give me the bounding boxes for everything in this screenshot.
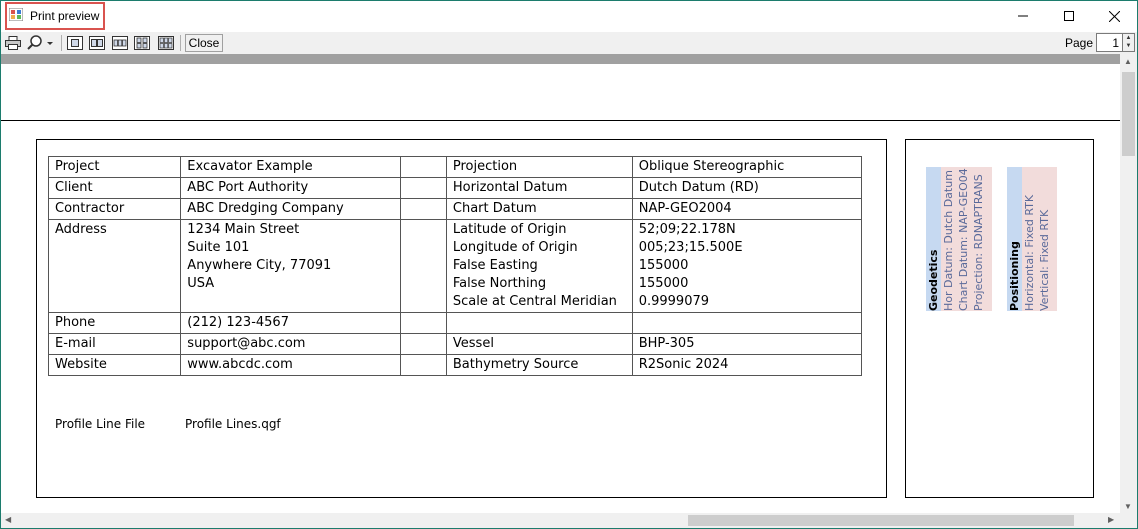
- cell-line: Phone: [55, 315, 96, 330]
- table-cell: [181, 220, 401, 313]
- horizontal-scroll-thumb[interactable]: [688, 515, 1074, 526]
- cell-line: Bathymetry Source: [452, 357, 579, 372]
- table-cell: [632, 334, 861, 355]
- cell-line: Website: [55, 357, 107, 372]
- cell-line: Suite 101: [187, 240, 250, 255]
- cell-line: Oblique Stereographic: [638, 159, 785, 174]
- cell-line: [55, 257, 174, 275]
- spin-down-icon[interactable]: ▼: [1125, 43, 1132, 49]
- positioning-line: Vertical: Fixed RTK: [1038, 209, 1051, 311]
- scroll-up-icon[interactable]: ▲: [1124, 57, 1132, 66]
- cell-line: 155000: [638, 258, 689, 273]
- two-pages-icon: [89, 36, 105, 50]
- table-row: [49, 313, 862, 334]
- six-pages-icon: [158, 36, 174, 50]
- table-cell: [181, 334, 401, 355]
- table-row: [49, 355, 862, 376]
- table-cell: [446, 334, 632, 355]
- cell-line: BHP-305: [638, 336, 695, 351]
- cell-line: support@abc.com: [187, 336, 306, 351]
- cell-line: Scale at Central Meridian: [452, 294, 617, 309]
- page-number-input[interactable]: [1096, 33, 1123, 52]
- cell-line: 155000: [638, 276, 689, 291]
- table-cell: [401, 355, 446, 376]
- minimize-icon: [1018, 11, 1028, 21]
- toolbar-separator: [180, 35, 181, 51]
- one-page-button[interactable]: [67, 35, 83, 51]
- table-cell: [181, 178, 401, 199]
- table-cell: [632, 220, 861, 313]
- four-pages-icon: [134, 36, 150, 50]
- print-button[interactable]: [4, 35, 21, 51]
- cell-line: Anywhere City, 77091: [187, 258, 332, 273]
- cell-line: www.abcdc.com: [187, 357, 293, 372]
- table-cell: [632, 199, 861, 220]
- table-cell: [446, 313, 632, 334]
- table-cell: [446, 220, 632, 313]
- geodetics-text: [926, 168, 986, 311]
- spin-up-icon[interactable]: ▲: [1125, 35, 1132, 41]
- profile-line-value: Profile Lines.qgf: [185, 417, 281, 431]
- toolbar-separator: [61, 35, 62, 51]
- cell-line: E-mail: [55, 336, 96, 351]
- table-cell: [446, 178, 632, 199]
- geodetics-line: Projection: RDNAPTRANS: [972, 174, 985, 311]
- cell-line: Longitude of Origin: [452, 240, 578, 255]
- table-cell: [401, 178, 446, 199]
- title-bar: [1, 1, 1137, 32]
- cell-line: 52;09;22.178N: [638, 222, 736, 237]
- scroll-right-icon[interactable]: ▶: [1108, 515, 1115, 524]
- table-cell: [181, 199, 401, 220]
- table-cell: [181, 355, 401, 376]
- close-window-button[interactable]: [1091, 1, 1137, 31]
- toolbar: [1, 32, 1137, 54]
- cell-line: (212) 123-4567: [187, 315, 289, 330]
- page-number-value: 1: [1112, 36, 1119, 50]
- page-spinner[interactable]: [1122, 33, 1135, 52]
- cell-line: USA: [187, 276, 215, 291]
- table-cell: [632, 157, 861, 178]
- cell-line: 005;23;15.500E: [638, 240, 743, 255]
- table-cell: [446, 199, 632, 220]
- cell-line: Latitude of Origin: [452, 222, 567, 237]
- zoom-dropdown-button[interactable]: [26, 35, 56, 51]
- scroll-down-icon[interactable]: ▼: [1124, 502, 1132, 511]
- cell-line: [407, 200, 439, 218]
- print-icon: [5, 36, 21, 50]
- cell-line: [187, 293, 394, 311]
- cell-line: False Easting: [452, 258, 538, 273]
- table-row: [49, 334, 862, 355]
- cell-line: [407, 335, 439, 353]
- cell-line: [55, 239, 174, 257]
- geodetics-legend: [926, 167, 992, 311]
- preview-top-margin: [1, 54, 1120, 64]
- profile-line-label: Profile Line File: [55, 417, 146, 431]
- table-cell: [401, 334, 446, 355]
- cell-line: Horizontal Datum: [452, 180, 568, 195]
- cell-line: 1234 Main Street: [187, 222, 300, 237]
- table-row: [49, 178, 862, 199]
- table-cell: [401, 157, 446, 178]
- cell-line: [407, 179, 439, 197]
- cell-line: [407, 239, 439, 257]
- table-cell: [181, 313, 401, 334]
- table-cell: [401, 313, 446, 334]
- geodetics-line: Chart Datum: NAP-GEO04: [957, 168, 970, 311]
- maximize-button[interactable]: [1046, 1, 1092, 31]
- vertical-scroll-thumb[interactable]: [1122, 72, 1135, 156]
- cell-line: Projection: [452, 159, 518, 174]
- cell-line: Dutch Datum (RD): [638, 180, 759, 195]
- table-cell: [49, 355, 181, 376]
- table-row: [49, 199, 862, 220]
- table-cell: [446, 157, 632, 178]
- table-cell: [181, 157, 401, 178]
- positioning-header: Positioning: [1008, 241, 1021, 311]
- close-preview-button[interactable]: Close: [185, 34, 223, 52]
- cell-line: R2Sonic 2024: [638, 357, 729, 372]
- window-title: Print preview: [30, 9, 100, 23]
- positioning-text: [1007, 195, 1052, 311]
- cell-line: NAP-GEO2004: [638, 201, 732, 216]
- cell-line: [407, 275, 439, 293]
- page-label: Page: [1065, 36, 1094, 50]
- cell-line: [55, 293, 174, 311]
- four-pages-button[interactable]: [134, 35, 150, 51]
- cell-line: [407, 221, 439, 239]
- three-pages-button[interactable]: [112, 35, 128, 51]
- cell-line: [407, 314, 439, 332]
- positioning-legend: [1007, 167, 1057, 311]
- one-page-icon: [67, 36, 83, 50]
- cell-line: Chart Datum: [452, 201, 537, 216]
- geodetics-header: Geodetics: [927, 249, 940, 311]
- cell-line: Contractor: [55, 201, 125, 216]
- minimize-button[interactable]: [1000, 1, 1046, 31]
- table-cell: [49, 199, 181, 220]
- cell-line: [407, 158, 439, 176]
- scroll-left-icon[interactable]: ◀: [5, 515, 12, 524]
- table-cell: [49, 220, 181, 313]
- close-icon: [1109, 11, 1120, 22]
- cell-line: ABC Dredging Company: [187, 201, 344, 216]
- preview-area: [1, 54, 1120, 513]
- six-pages-button[interactable]: [158, 35, 174, 51]
- table-cell: [401, 199, 446, 220]
- geodetics-line: Hor Datum: Dutch Datum: [942, 170, 955, 311]
- table-cell: [49, 157, 181, 178]
- cell-line: Vessel: [452, 336, 494, 351]
- table-cell: [401, 220, 446, 313]
- scrollbar-corner: [1120, 513, 1137, 528]
- cell-line: False Northing: [452, 276, 547, 291]
- two-pages-button[interactable]: [89, 35, 105, 51]
- vertical-scrollbar[interactable]: [1120, 54, 1137, 513]
- cell-line: Client: [55, 180, 93, 195]
- maximize-icon: [1064, 11, 1074, 21]
- table-row: [49, 220, 862, 313]
- app-icon: [9, 8, 23, 21]
- table-cell: [632, 313, 861, 334]
- cell-line: [407, 257, 439, 275]
- cell-line: [453, 314, 626, 332]
- table-cell: [49, 334, 181, 355]
- positioning-line: Horizontal: Fixed RTK: [1023, 194, 1036, 311]
- project-info-table: [48, 156, 862, 376]
- three-pages-icon: [112, 36, 128, 50]
- table-cell: [632, 355, 861, 376]
- table-cell: [49, 178, 181, 199]
- cell-line: [639, 314, 855, 332]
- cell-line: 0.9999079: [638, 294, 710, 309]
- table-cell: [446, 355, 632, 376]
- table-cell: [632, 178, 861, 199]
- cell-line: [55, 275, 174, 293]
- cell-line: [407, 293, 439, 311]
- page-top-rule: [1, 120, 1120, 121]
- cell-line: Project: [55, 159, 100, 174]
- zoom-icon: [26, 35, 56, 51]
- table-cell: [49, 313, 181, 334]
- horizontal-scrollbar[interactable]: [1, 513, 1120, 528]
- cell-line: Excavator Example: [187, 159, 313, 174]
- cell-line: [407, 356, 439, 374]
- table-row: [49, 157, 862, 178]
- cell-line: Address: [55, 222, 107, 237]
- cell-line: ABC Port Authority: [187, 180, 309, 195]
